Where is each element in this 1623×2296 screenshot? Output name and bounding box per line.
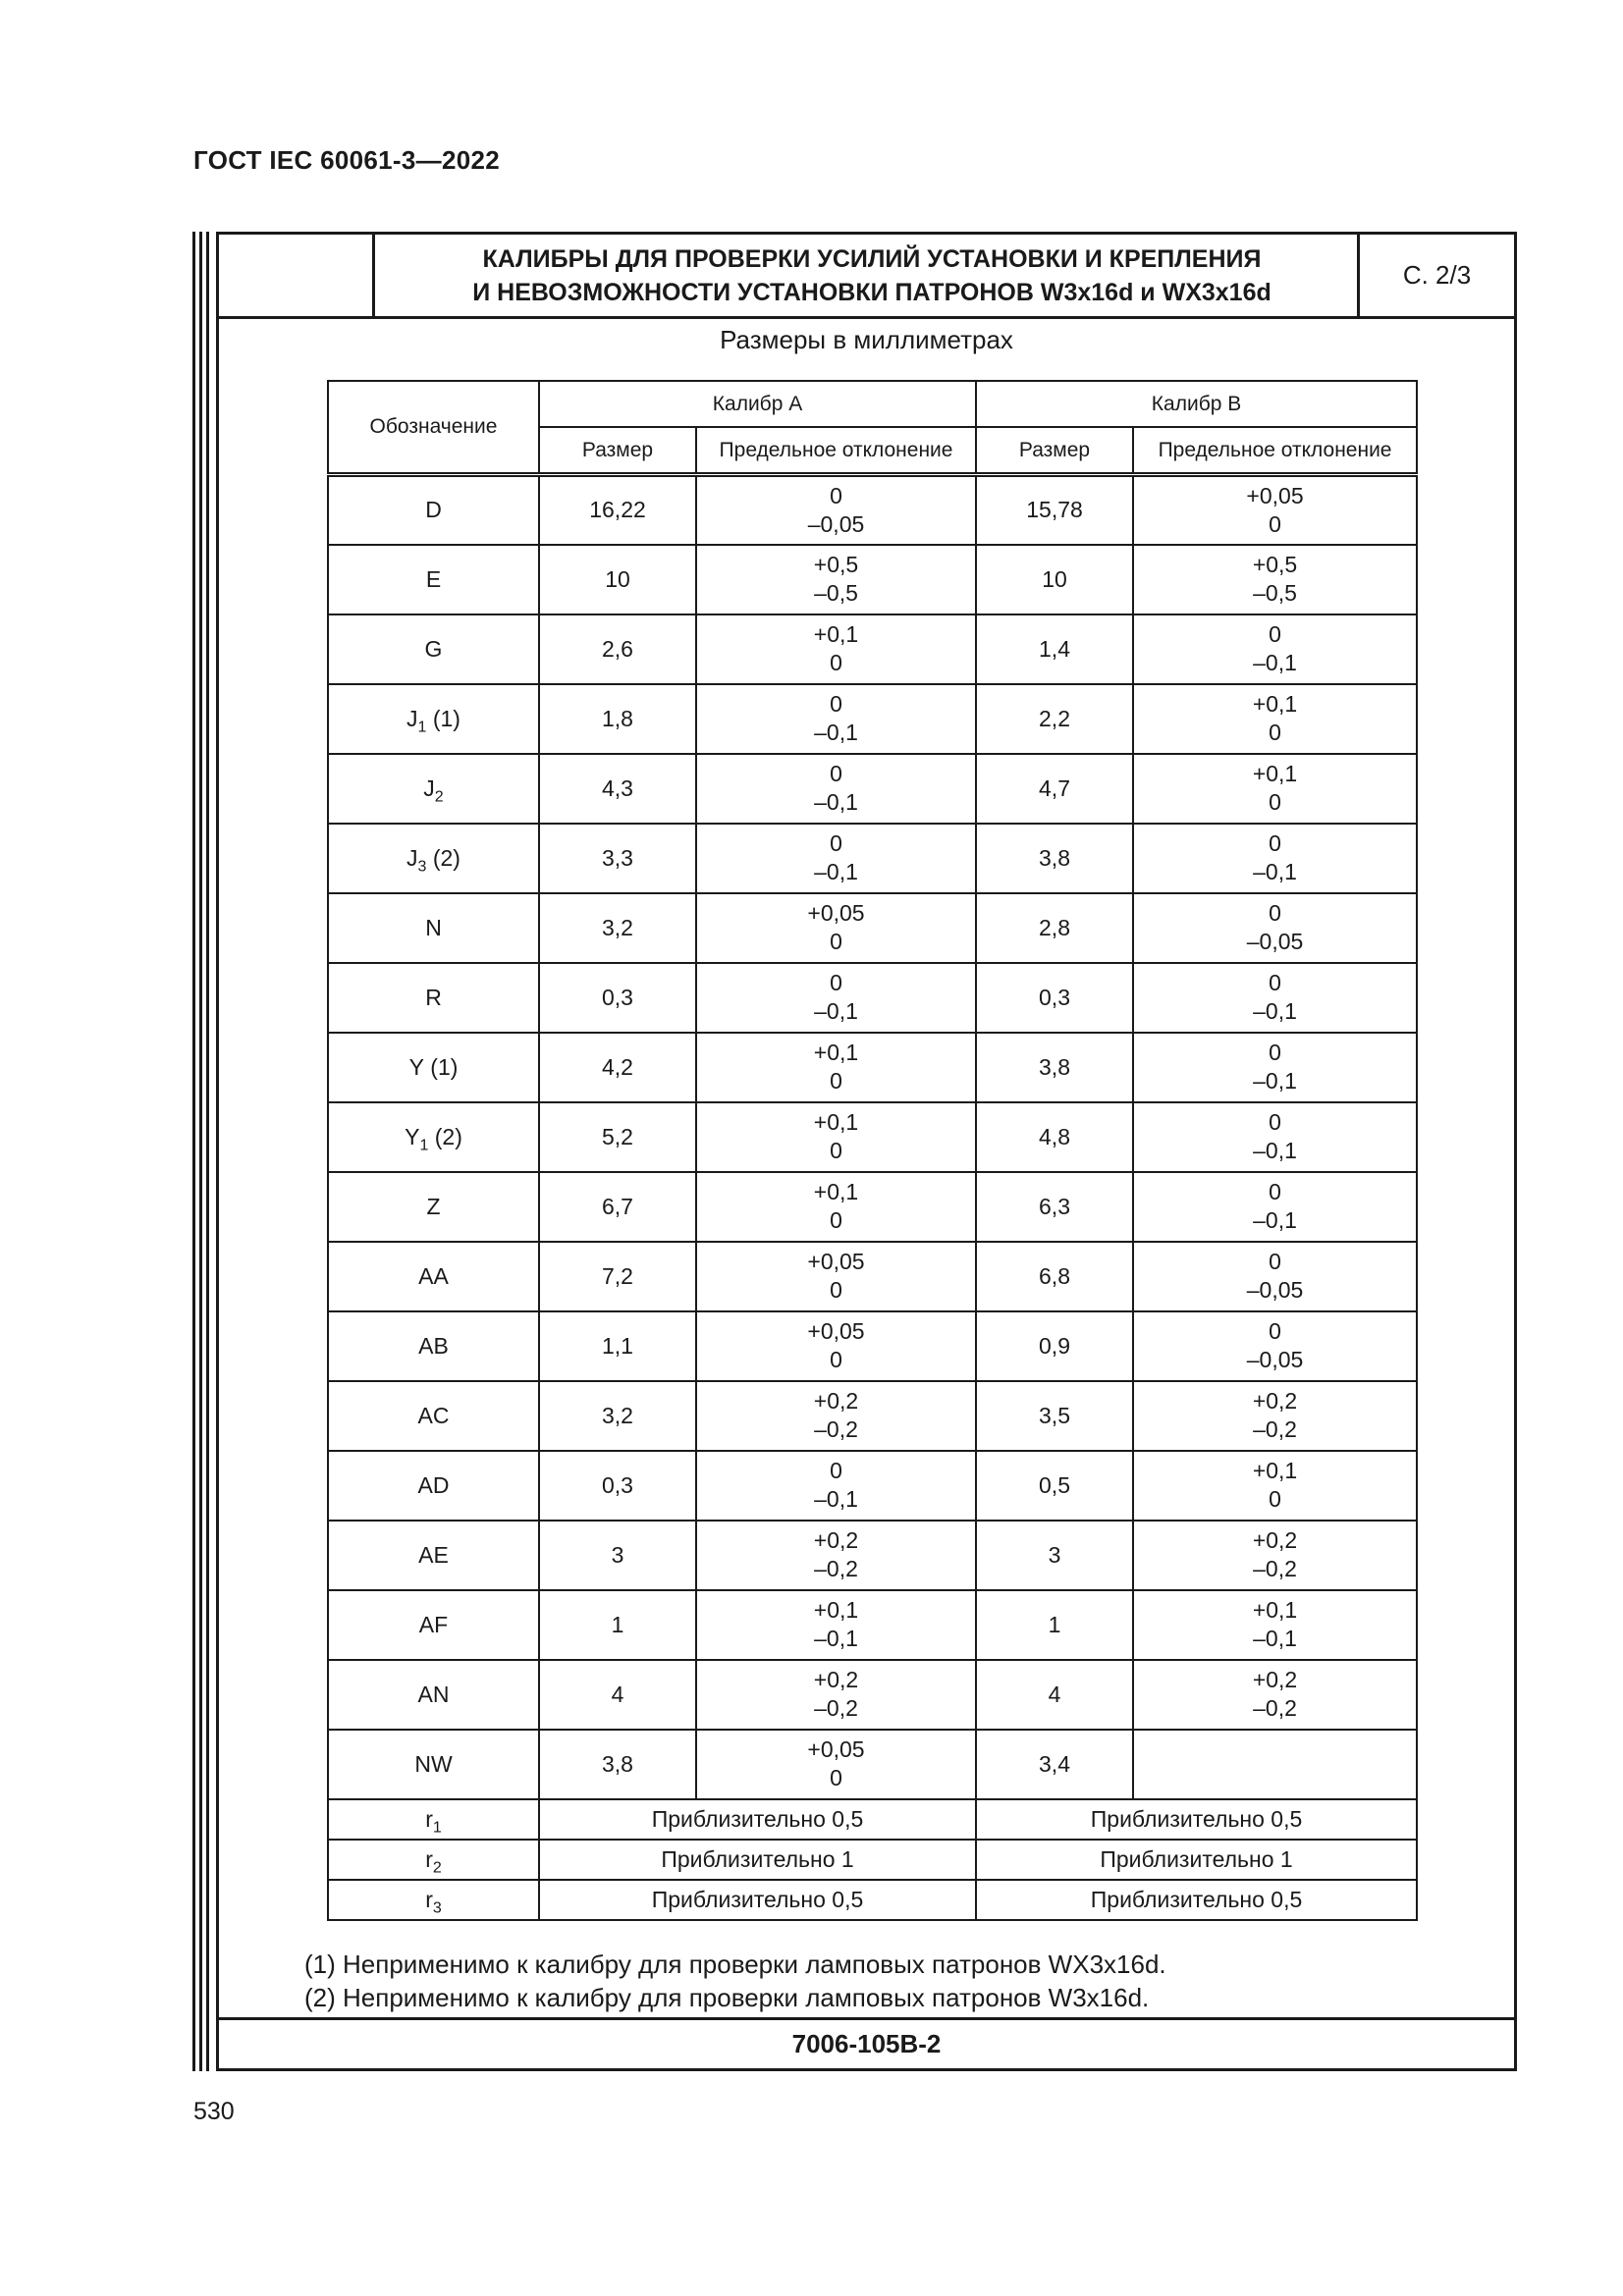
margin-bar (206, 232, 209, 2071)
gauge-a-size: 3 (539, 1521, 696, 1590)
table-row (328, 1311, 1417, 1381)
deviation-upper: +0,1 (813, 1597, 859, 1623)
designation-index: 3 (417, 858, 427, 876)
deviation-upper: 0 (1269, 1179, 1281, 1204)
table-row (328, 824, 1417, 893)
gauge-a-deviation (696, 1381, 976, 1451)
gauge-a-deviation (696, 1172, 976, 1242)
deviation-lower: –0,1 (814, 1486, 858, 1512)
gauge-a-size: 3,2 (539, 1381, 696, 1451)
gauge-b-size: 3,8 (976, 1033, 1133, 1102)
gauge-a-size: 5,2 (539, 1102, 696, 1172)
deviation-upper: +0,1 (813, 1040, 859, 1065)
deviation-upper: +0,1 (1252, 761, 1298, 786)
gauge-b-deviation (1133, 1590, 1417, 1660)
sheet-number: С. 2/3 (1357, 235, 1514, 316)
deviation-upper: +0,2 (813, 1527, 859, 1553)
deviation-upper: 0 (1269, 1040, 1281, 1065)
table-row (328, 475, 1417, 545)
deviation-lower: 0 (830, 1068, 842, 1094)
designation-note-ref: (2) (426, 844, 460, 871)
deviation-lower: –0,2 (814, 1695, 858, 1721)
gauge-b-deviation (1133, 684, 1417, 754)
gauge-a-size: 4 (539, 1660, 696, 1730)
gauge-a-size: 10 (539, 545, 696, 614)
gauge-b-radius: Приблизительно 0,5 (976, 1799, 1417, 1840)
designation-cell (328, 963, 539, 1033)
gauge-a-radius: Приблизительно 0,5 (539, 1799, 976, 1840)
gauge-a-size: 6,7 (539, 1172, 696, 1242)
deviation-lower: 0 (830, 1277, 842, 1303)
deviation-upper: 0 (830, 761, 842, 786)
designation-cell (328, 1381, 539, 1451)
designation-index: 3 (432, 1899, 442, 1917)
designation-letter: G (424, 635, 443, 662)
designation-letter: AD (417, 1471, 450, 1498)
deviation-upper: 0 (830, 830, 842, 856)
gauge-b-deviation (1133, 545, 1417, 614)
gauge-b-deviation (1133, 754, 1417, 824)
gauge-b-deviation (1133, 1660, 1417, 1730)
gauge-a-radius: Приблизительно 1 (539, 1840, 976, 1880)
designation-index: 1 (417, 719, 427, 736)
designation-letter: NW (414, 1750, 453, 1777)
designation-index: 1 (419, 1137, 429, 1154)
deviation-lower: –0,05 (1246, 1347, 1304, 1372)
deviation-lower: –0,1 (1253, 1138, 1297, 1163)
table-row (328, 754, 1417, 824)
document-header: ГОСТ IEC 60061-3—2022 (193, 145, 500, 175)
deviation-lower: –0,5 (1253, 580, 1297, 606)
gauge-b-deviation (1133, 1172, 1417, 1242)
designation-index: 2 (434, 788, 444, 806)
deviation-upper: +0,2 (1252, 1388, 1298, 1414)
designation-cell (328, 1102, 539, 1172)
gauge-b-deviation (1133, 1381, 1417, 1451)
deviation-lower: –0,1 (1253, 859, 1297, 884)
designation-letter: J (406, 705, 418, 731)
gauge-b-size: 15,78 (976, 475, 1133, 545)
gauge-b-radius: Приблизительно 1 (976, 1840, 1417, 1880)
gauge-b-size: 3,4 (976, 1730, 1133, 1799)
gauge-a-deviation (696, 963, 976, 1033)
deviation-upper: +0,1 (813, 1179, 859, 1204)
deviation-upper: +0,05 (807, 1249, 865, 1274)
footnote-2: (2) Неприменимо к калибру для проверки ламповых патронов W3x16d. (304, 1983, 1150, 2012)
gauge-b-size: 1 (976, 1590, 1133, 1660)
deviation-upper: +0,1 (1252, 1458, 1298, 1483)
designation-letter: J (406, 844, 418, 871)
table-row (328, 684, 1417, 754)
deviation-upper: 0 (830, 970, 842, 995)
designation-cell (328, 1521, 539, 1590)
gauge-a-size: 0,3 (539, 1451, 696, 1521)
deviation-lower: –0,1 (1253, 1207, 1297, 1233)
title-block (219, 235, 1514, 319)
deviation-lower: –0,05 (807, 510, 865, 537)
gauge-a-deviation (696, 893, 976, 963)
deviation-lower: –0,1 (814, 998, 858, 1024)
designation-cell (328, 475, 539, 545)
deviation-upper: +0,05 (807, 1736, 865, 1762)
deviation-lower: –0,1 (814, 720, 858, 745)
deviation-lower: 0 (1269, 1486, 1281, 1512)
table-row (328, 545, 1417, 614)
gauge-b-deviation (1133, 1730, 1417, 1799)
gauge-a-deviation (696, 754, 976, 824)
gauge-b-size: 3 (976, 1521, 1133, 1590)
designation-cell (328, 893, 539, 963)
designation-cell (328, 1730, 539, 1799)
designation-letter: Y (408, 1053, 424, 1080)
table-row (328, 1451, 1417, 1521)
designation-cell (328, 1033, 539, 1102)
table-row (328, 963, 1417, 1033)
designation-letter: Y (405, 1123, 420, 1149)
deviation-lower: 0 (830, 1207, 842, 1233)
deviation-upper: 0 (830, 1458, 842, 1483)
designation-cell (328, 1880, 539, 1920)
table-row (328, 1242, 1417, 1311)
margin-bar (192, 232, 195, 2071)
gauge-a-deviation (696, 1033, 976, 1102)
designation-cell (328, 1590, 539, 1660)
sheet-title-line-2: И НЕВОЗМОЖНОСТИ УСТАНОВКИ ПАТРОНОВ W3x16d и WX3x16d (472, 278, 1271, 306)
deviation-upper: +0,1 (813, 621, 859, 647)
deviation-upper: 0 (1269, 1109, 1281, 1135)
gauge-a-size: 16,22 (539, 475, 696, 545)
designation-cell (328, 754, 539, 824)
gauge-a-size: 4,3 (539, 754, 696, 824)
designation-letter: AE (418, 1541, 449, 1568)
units-note: Размеры в миллиметрах (720, 325, 1013, 354)
gauge-a-deviation (696, 1311, 976, 1381)
designation-letter: D (425, 497, 442, 523)
gauge-b-deviation (1133, 1451, 1417, 1521)
designation-note-ref: (1) (426, 705, 460, 731)
deviation-upper: +0,1 (813, 1109, 859, 1135)
designation-letter: AN (417, 1681, 450, 1707)
gauge-b-deviation (1133, 963, 1417, 1033)
designation-cell (328, 1172, 539, 1242)
gauge-b-deviation (1133, 893, 1417, 963)
gauge-b-size: 0,3 (976, 963, 1133, 1033)
deviation-lower: 0 (830, 1138, 842, 1163)
designation-letter: Z (426, 1193, 441, 1219)
gauge-a-size: 1 (539, 1590, 696, 1660)
deviation-lower: 0 (1269, 720, 1281, 745)
header-designation: Обозначение (328, 381, 539, 475)
designation-cell (328, 1840, 539, 1880)
designation-cell (328, 1660, 539, 1730)
designation-letter: AF (418, 1611, 449, 1637)
gauge-b-deviation (1133, 824, 1417, 893)
gauge-b-deviation (1133, 1311, 1417, 1381)
radius-row (328, 1840, 1417, 1880)
gauge-a-deviation (696, 1660, 976, 1730)
gauge-a-size: 0,3 (539, 963, 696, 1033)
table-row (328, 1521, 1417, 1590)
deviation-lower: –0,2 (1253, 1416, 1297, 1442)
gauge-a-deviation (696, 1521, 976, 1590)
gauge-a-deviation (696, 1102, 976, 1172)
table-row (328, 1381, 1417, 1451)
table-row (328, 1102, 1417, 1172)
gauge-b-size: 2,2 (976, 684, 1133, 754)
deviation-upper: +0,05 (807, 1318, 865, 1344)
table-row (328, 1730, 1417, 1799)
header-b-deviation: Предельное отклонение (1133, 427, 1417, 475)
designation-index: 1 (432, 1819, 442, 1837)
designation-cell (328, 684, 539, 754)
deviation-upper: 0 (1269, 621, 1281, 647)
gauge-b-deviation (1133, 1033, 1417, 1102)
header-gauge-b: Калибр В (976, 381, 1417, 427)
page-number: 530 (193, 2098, 235, 2125)
gauge-b-size: 0,5 (976, 1451, 1133, 1521)
deviation-upper: +0,1 (1252, 691, 1298, 717)
table-row (328, 1660, 1417, 1730)
deviation-lower: 0 (1269, 510, 1281, 537)
deviation-upper: 0 (830, 691, 842, 717)
gauge-a-deviation (696, 1590, 976, 1660)
header-a-deviation: Предельное отклонение (696, 427, 976, 475)
gauge-a-size: 3,2 (539, 893, 696, 963)
deviation-lower: –0,1 (1253, 1068, 1297, 1094)
deviation-upper: +0,2 (1252, 1527, 1298, 1553)
designation-cell (328, 1451, 539, 1521)
margin-bar (199, 232, 202, 2071)
deviation-lower: –0,1 (814, 859, 858, 884)
gauge-a-size: 1,8 (539, 684, 696, 754)
deviation-lower: –0,1 (814, 1626, 858, 1651)
gauge-b-size: 4,7 (976, 754, 1133, 824)
table-row (328, 1033, 1417, 1102)
gauge-b-deviation (1133, 1102, 1417, 1172)
gauge-table (327, 380, 1418, 1921)
gauge-b-size: 3,5 (976, 1381, 1133, 1451)
deviation-upper: 0 (1269, 970, 1281, 995)
designation-letter: AB (418, 1332, 449, 1359)
deviation-lower: –0,05 (1246, 929, 1304, 954)
gauge-a-size: 7,2 (539, 1242, 696, 1311)
table-row (328, 893, 1417, 963)
deviation-upper: 0 (1269, 830, 1281, 856)
deviation-lower: –0,2 (1253, 1695, 1297, 1721)
table-row (328, 1172, 1417, 1242)
gauge-a-deviation (696, 614, 976, 684)
drawing-sheet (216, 232, 1517, 2071)
gauge-a-size: 1,1 (539, 1311, 696, 1381)
deviation-upper: +0,2 (813, 1388, 859, 1414)
deviation-upper: +0,05 (1246, 482, 1304, 508)
designation-letter: E (425, 565, 442, 592)
gauge-a-size: 2,6 (539, 614, 696, 684)
deviation-lower: –0,1 (1253, 1626, 1297, 1651)
deviation-lower: 0 (830, 650, 842, 675)
gauge-a-deviation (696, 1730, 976, 1799)
gauge-a-radius: Приблизительно 0,5 (539, 1880, 976, 1920)
deviation-lower: –0,2 (1253, 1556, 1297, 1581)
designation-cell (328, 1311, 539, 1381)
gauge-b-size: 6,8 (976, 1242, 1133, 1311)
footnote-1: (1) Неприменимо к калибру для проверки ламповых патронов WX3x16d. (304, 1949, 1166, 1979)
deviation-lower: –0,5 (814, 580, 858, 606)
deviation-upper: 0 (1269, 1318, 1281, 1344)
deviation-upper: +0,05 (807, 900, 865, 926)
gauge-b-size: 2,8 (976, 893, 1133, 963)
deviation-lower: –0,1 (814, 789, 858, 815)
gauge-a-size: 4,2 (539, 1033, 696, 1102)
gauge-a-deviation (696, 1242, 976, 1311)
radius-row (328, 1880, 1417, 1920)
designation-index: 2 (432, 1859, 442, 1877)
gauge-b-size: 4,8 (976, 1102, 1133, 1172)
gauge-b-deviation (1133, 1521, 1417, 1590)
designation-cell (328, 1242, 539, 1311)
gauge-a-deviation (696, 824, 976, 893)
gauge-b-radius: Приблизительно 0,5 (976, 1880, 1417, 1920)
deviation-upper: +0,2 (1252, 1667, 1298, 1692)
deviation-lower: –0,05 (1246, 1277, 1304, 1303)
designation-letter: r (425, 1805, 433, 1832)
deviation-lower: –0,1 (1253, 650, 1297, 675)
designation-note-ref: (2) (428, 1123, 462, 1149)
header-gauge-a: Калибр А (539, 381, 976, 427)
designation-letter: AC (417, 1402, 450, 1428)
gauge-b-deviation (1133, 475, 1417, 545)
deviation-upper: +0,1 (1252, 1597, 1298, 1623)
deviation-lower: 0 (1269, 789, 1281, 815)
designation-letter: AA (418, 1262, 449, 1289)
deviation-upper: +0,5 (813, 552, 859, 577)
title-left-cell (219, 235, 375, 316)
deviation-upper: 0 (1269, 1249, 1281, 1274)
sheet-title-line-1: КАЛИБРЫ ДЛЯ ПРОВЕРКИ УСИЛИЙ УСТАНОВКИ И КРЕПЛЕНИЯ (482, 244, 1262, 273)
gauge-b-size: 4 (976, 1660, 1133, 1730)
gauge-b-deviation (1133, 614, 1417, 684)
designation-cell (328, 1799, 539, 1840)
footnotes (304, 1948, 1166, 2014)
deviation-lower: 0 (830, 1347, 842, 1372)
deviation-lower: –0,2 (814, 1416, 858, 1442)
deviation-lower: 0 (830, 1765, 842, 1790)
header-a-size: Размер (539, 427, 696, 475)
gauge-b-size: 0,9 (976, 1311, 1133, 1381)
designation-cell (328, 824, 539, 893)
sheet-title (375, 235, 1369, 316)
gauge-a-deviation (696, 545, 976, 614)
designation-letter: r (425, 1845, 433, 1872)
deviation-upper: +0,2 (813, 1667, 859, 1692)
gauge-a-size: 3,3 (539, 824, 696, 893)
gauge-a-deviation (696, 684, 976, 754)
header-b-size: Размер (976, 427, 1133, 475)
table-row (328, 614, 1417, 684)
designation-note-ref: (1) (423, 1053, 459, 1080)
designation-cell (328, 545, 539, 614)
designation-letter: N (425, 914, 442, 940)
designation-letter: R (425, 984, 442, 1010)
radius-row (328, 1799, 1417, 1840)
deviation-upper: 0 (830, 482, 842, 508)
deviation-lower: 0 (830, 929, 842, 954)
designation-letter: r (425, 1886, 433, 1912)
gauge-b-size: 6,3 (976, 1172, 1133, 1242)
gauge-b-size: 10 (976, 545, 1133, 614)
table-row (328, 1590, 1417, 1660)
gauge-b-deviation (1133, 1242, 1417, 1311)
gauge-a-size: 3,8 (539, 1730, 696, 1799)
gauge-b-size: 1,4 (976, 614, 1133, 684)
sheet-code: 7006-105B-2 (219, 2017, 1514, 2068)
designation-cell (328, 614, 539, 684)
gauge-a-deviation (696, 1451, 976, 1521)
gauge-b-size: 3,8 (976, 824, 1133, 893)
deviation-lower: –0,1 (1253, 998, 1297, 1024)
deviation-lower: –0,2 (814, 1556, 858, 1581)
gauge-a-deviation (696, 475, 976, 545)
designation-letter: J (423, 774, 435, 801)
deviation-upper: +0,5 (1252, 552, 1298, 577)
deviation-upper: 0 (1269, 900, 1281, 926)
